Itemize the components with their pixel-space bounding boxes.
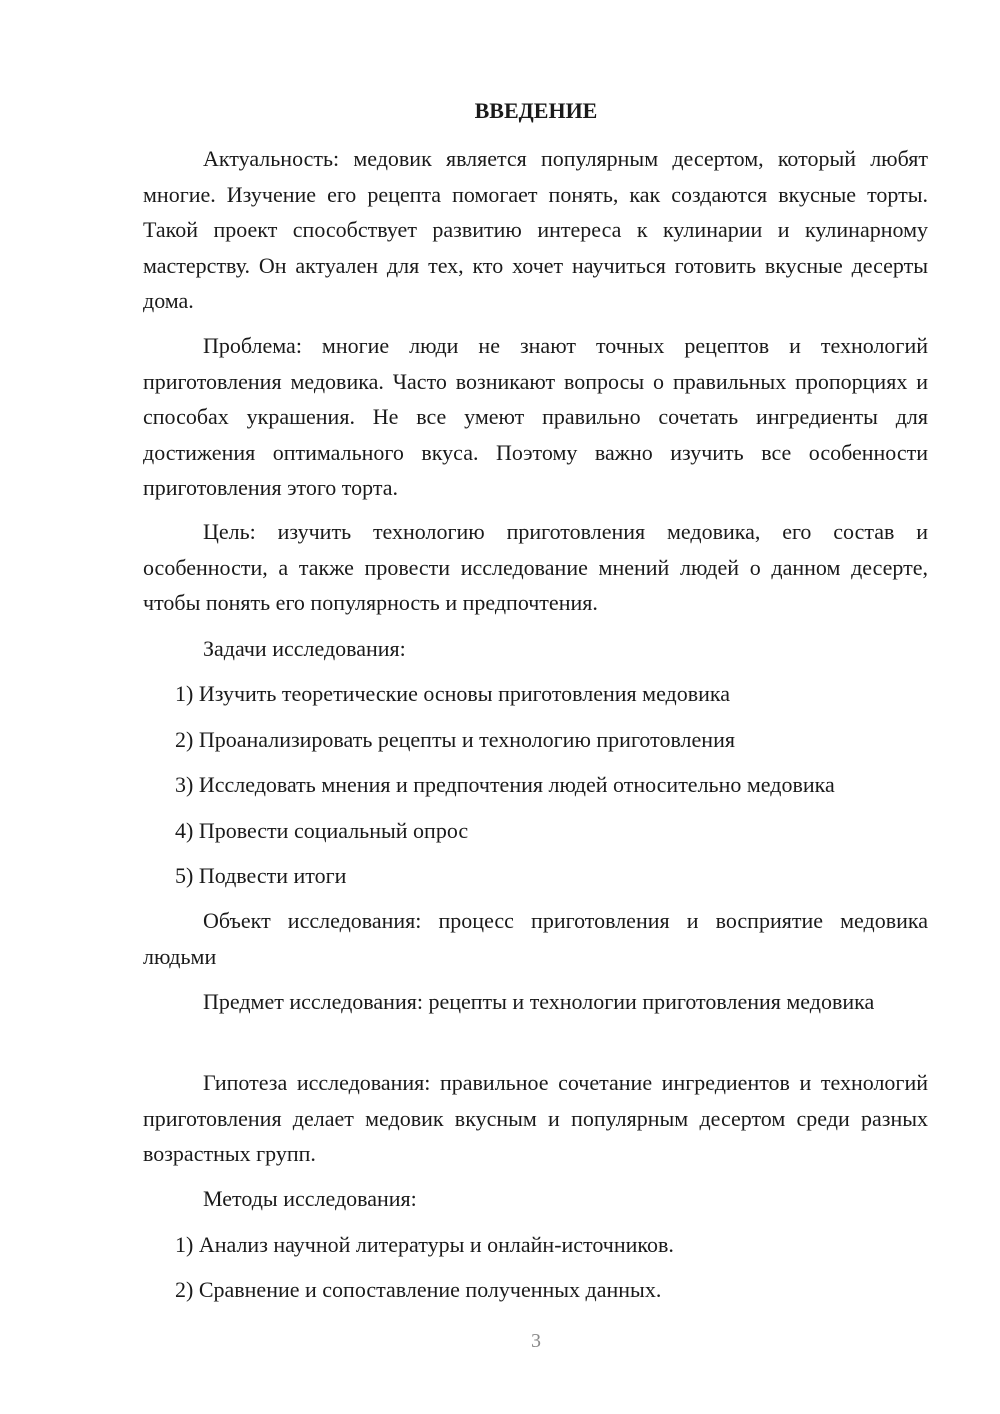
task-item-3: 3) Исследовать мнения и предпочтения людей относительно медовика xyxy=(175,772,835,797)
goal-paragraph: Цель: изучить технологию приготовления медовика, его состав и особенности, а также провести исследование мнений людей о данном десерте, чтобы понять его популярность и предпочтения. xyxy=(143,519,928,615)
task-item-4: 4) Провести социальный опрос xyxy=(175,818,469,843)
methods-heading: Методы исследования: xyxy=(203,1186,417,1211)
hypothesis-paragraph: Гипотеза исследования: правильное сочетание ингредиентов и технологий приготовления делает медовик вкусным и популярным десертом среди разных возрастных групп. xyxy=(143,1070,928,1166)
section-heading: ВВЕДЕНИЕ xyxy=(474,98,598,123)
method-item-2: 2) Сравнение и сопоставление полученных данных. xyxy=(175,1277,662,1302)
object-paragraph: Объект исследования: процесс приготовления и восприятие медовика людьми xyxy=(143,908,928,969)
task-item-2: 2) Проанализировать рецепты и технологию приготовления xyxy=(175,727,735,752)
tasks-heading: Задачи исследования: xyxy=(203,636,406,661)
problem-paragraph: Проблема: многие люди не знают точных рецептов и технологий приготовления медовика. Часто возникают вопросы о правильных пропорциях и способах украшения. Не все умеют правильно сочетать ингредиенты для достижения оптимального вкуса. Поэтому важно изучить все особенности приготовления этого торта. xyxy=(143,333,928,500)
task-item-1: 1) Изучить теоретические основы приготовления медовика xyxy=(175,681,731,706)
page-number: 3 xyxy=(531,1330,541,1352)
task-item-5: 5) Подвести итоги xyxy=(175,863,347,888)
subject-paragraph: Предмет исследования: рецепты и технологии приготовления медовика xyxy=(203,989,875,1014)
relevance-paragraph: Актуальность: медовик является популярным десертом, который любят многие. Изучение его рецепта помогает понять, как создаются вкусные торты. Такой проект способствует развитию интереса к кулинарии и кулинарному мастерству. Он актуален для тех, кто хочет научиться готовить вкусные десерты дома. xyxy=(143,146,928,313)
method-item-1: 1) Анализ научной литературы и онлайн-источников. xyxy=(175,1232,674,1257)
